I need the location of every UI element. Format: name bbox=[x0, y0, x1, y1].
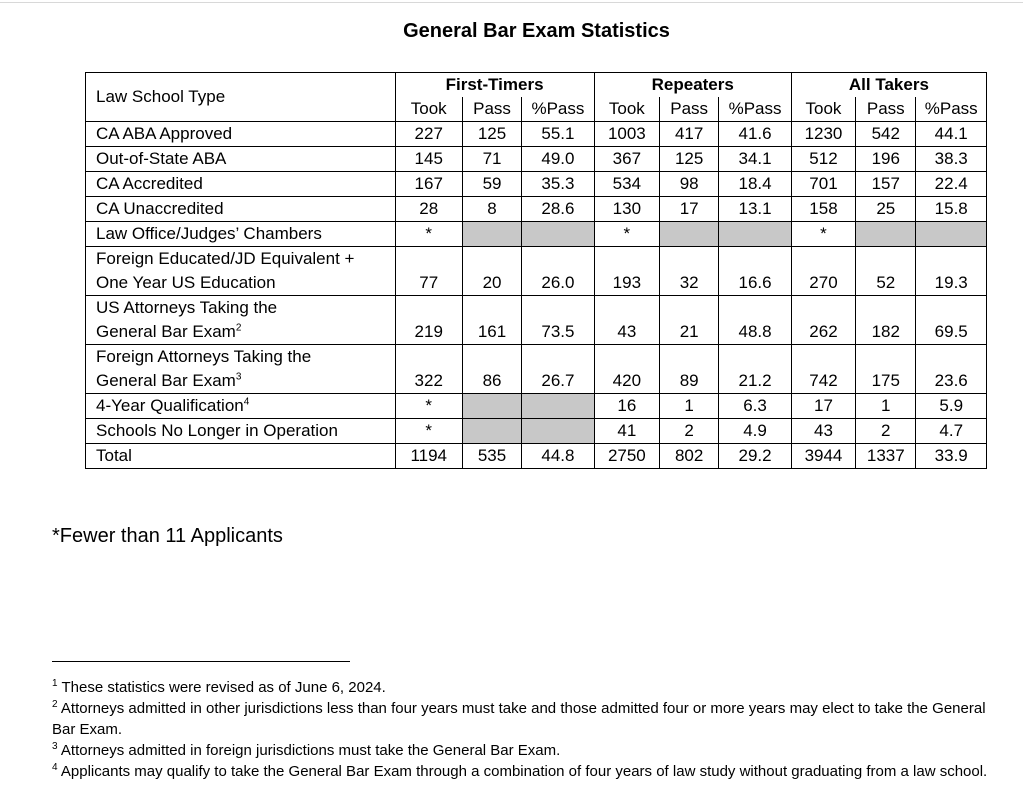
shaded-cell bbox=[916, 222, 987, 247]
value-cell: 26.0 bbox=[522, 247, 595, 296]
value-cell: 16 bbox=[594, 394, 659, 419]
footnote-ref: 4 bbox=[243, 396, 250, 408]
row-label-line2: General Bar Exam bbox=[96, 322, 236, 341]
row-label bbox=[86, 345, 396, 394]
table-row bbox=[86, 394, 987, 419]
shaded-cell bbox=[522, 394, 595, 419]
value-cell: 29.2 bbox=[719, 444, 792, 469]
table-row bbox=[86, 122, 987, 147]
footnote-number: 2 bbox=[52, 699, 58, 710]
shaded-cell bbox=[856, 222, 916, 247]
row-label-text: CA ABA Approved bbox=[96, 124, 233, 143]
statistics-table bbox=[85, 72, 987, 469]
value-cell: 196 bbox=[856, 147, 916, 172]
value-cell: 6.3 bbox=[719, 394, 792, 419]
value-cell: 535 bbox=[462, 444, 521, 469]
row-label-text: Law Office/Judges’ Chambers bbox=[96, 224, 322, 243]
value-cell: 322 bbox=[395, 345, 462, 394]
footnote bbox=[52, 677, 1007, 698]
shaded-cell bbox=[462, 419, 521, 444]
value-cell: 38.3 bbox=[916, 147, 987, 172]
value-cell: 193 bbox=[594, 247, 659, 296]
subheader: %Pass bbox=[522, 97, 595, 122]
shaded-cell bbox=[719, 222, 792, 247]
value-cell: 175 bbox=[856, 345, 916, 394]
value-cell: 49.0 bbox=[522, 147, 595, 172]
value-cell: 25 bbox=[856, 197, 916, 222]
value-cell: 1337 bbox=[856, 444, 916, 469]
value-cell: 8 bbox=[462, 197, 521, 222]
shaded-cell bbox=[462, 222, 521, 247]
value-cell: 182 bbox=[856, 296, 916, 345]
row-label bbox=[86, 444, 396, 469]
subheader: Pass bbox=[660, 97, 719, 122]
value-cell: 28 bbox=[395, 197, 462, 222]
value-cell: 20 bbox=[462, 247, 521, 296]
value-cell: 3944 bbox=[791, 444, 855, 469]
value-cell: 52 bbox=[856, 247, 916, 296]
value-cell: 512 bbox=[791, 147, 855, 172]
value-cell: 4.7 bbox=[916, 419, 987, 444]
footnote-text: Applicants may qualify to take the General Bar Exam through a combination of four years of law study without graduating from a law school. bbox=[60, 763, 988, 780]
value-cell: 89 bbox=[660, 345, 719, 394]
subheader: Took bbox=[594, 97, 659, 122]
table-body bbox=[86, 122, 987, 469]
footnote-number: 1 bbox=[52, 678, 58, 689]
value-cell: 420 bbox=[594, 345, 659, 394]
value-cell: 2750 bbox=[594, 444, 659, 469]
row-label bbox=[86, 296, 396, 345]
footnote-text: These statistics were revised as of June 6, 2024. bbox=[61, 679, 386, 696]
value-cell: 130 bbox=[594, 197, 659, 222]
row-label-text: CA Accredited bbox=[96, 174, 203, 193]
value-cell: 417 bbox=[660, 122, 719, 147]
value-cell: 367 bbox=[594, 147, 659, 172]
value-cell: 701 bbox=[791, 172, 855, 197]
subheader: %Pass bbox=[916, 97, 987, 122]
suppressed-cell: * bbox=[395, 222, 462, 247]
value-cell: 262 bbox=[791, 296, 855, 345]
value-cell: 16.6 bbox=[719, 247, 792, 296]
row-label bbox=[86, 419, 396, 444]
row-label bbox=[86, 147, 396, 172]
row-label bbox=[86, 172, 396, 197]
group-header: First-Timers bbox=[395, 73, 594, 98]
row-label-text: Total bbox=[96, 446, 132, 465]
value-cell: 802 bbox=[660, 444, 719, 469]
footnote-rule bbox=[52, 661, 350, 662]
subheader: Took bbox=[791, 97, 855, 122]
value-cell: 34.1 bbox=[719, 147, 792, 172]
footnote-ref: 2 bbox=[235, 322, 242, 334]
subheader: Took bbox=[395, 97, 462, 122]
value-cell: 13.1 bbox=[719, 197, 792, 222]
value-cell: 270 bbox=[791, 247, 855, 296]
value-cell: 2 bbox=[856, 419, 916, 444]
value-cell: 219 bbox=[395, 296, 462, 345]
suppressed-cell: * bbox=[594, 222, 659, 247]
value-cell: 1 bbox=[856, 394, 916, 419]
row-label-line1: Foreign Attorneys Taking the bbox=[96, 347, 312, 366]
value-cell: 1 bbox=[660, 394, 719, 419]
row-label-line2: General Bar Exam bbox=[96, 371, 236, 390]
value-cell: 35.3 bbox=[522, 172, 595, 197]
group-header: All Takers bbox=[791, 73, 986, 98]
value-cell: 21.2 bbox=[719, 345, 792, 394]
footnote-ref: 3 bbox=[235, 371, 242, 383]
value-cell: 227 bbox=[395, 122, 462, 147]
footnote bbox=[52, 698, 1007, 740]
value-cell: 43 bbox=[791, 419, 855, 444]
value-cell: 542 bbox=[856, 122, 916, 147]
value-cell: 125 bbox=[462, 122, 521, 147]
subheader: Pass bbox=[462, 97, 521, 122]
table-row bbox=[86, 222, 987, 247]
value-cell: 43 bbox=[594, 296, 659, 345]
value-cell: 18.4 bbox=[719, 172, 792, 197]
value-cell: 19.3 bbox=[916, 247, 987, 296]
table-row bbox=[86, 147, 987, 172]
row-label-text: Out-of-State ABA bbox=[96, 149, 227, 168]
row-header: Law School Type bbox=[86, 73, 396, 122]
value-cell: 33.9 bbox=[916, 444, 987, 469]
suppressed-cell: * bbox=[791, 222, 855, 247]
row-label bbox=[86, 122, 396, 147]
value-cell: 5.9 bbox=[916, 394, 987, 419]
fewer-applicants-note: *Fewer than 11 Applicants bbox=[52, 525, 283, 547]
row-label bbox=[86, 247, 396, 296]
table-row bbox=[86, 197, 987, 222]
value-cell: 742 bbox=[791, 345, 855, 394]
value-cell: 1003 bbox=[594, 122, 659, 147]
value-cell: 158 bbox=[791, 197, 855, 222]
shaded-cell bbox=[522, 222, 595, 247]
value-cell: 17 bbox=[791, 394, 855, 419]
row-label bbox=[86, 394, 396, 419]
value-cell: 125 bbox=[660, 147, 719, 172]
value-cell: 73.5 bbox=[522, 296, 595, 345]
value-cell: 32 bbox=[660, 247, 719, 296]
table-row bbox=[86, 419, 987, 444]
value-cell: 23.6 bbox=[916, 345, 987, 394]
footnote-number: 4 bbox=[52, 762, 58, 773]
value-cell: 98 bbox=[660, 172, 719, 197]
value-cell: 1230 bbox=[791, 122, 855, 147]
value-cell: 22.4 bbox=[916, 172, 987, 197]
row-label-line1: US Attorneys Taking the bbox=[96, 298, 278, 317]
row-label-line1: Foreign Educated/JD Equivalent + bbox=[96, 249, 355, 268]
row-label-text: CA Unaccredited bbox=[96, 199, 224, 218]
row-label-text: Schools No Longer in Operation bbox=[96, 421, 338, 440]
value-cell: 69.5 bbox=[916, 296, 987, 345]
value-cell: 167 bbox=[395, 172, 462, 197]
value-cell: 17 bbox=[660, 197, 719, 222]
footnote-text: Attorneys admitted in foreign jurisdictions must take the General Bar Exam. bbox=[60, 742, 561, 759]
value-cell: 71 bbox=[462, 147, 521, 172]
table-row bbox=[86, 444, 987, 469]
value-cell: 28.6 bbox=[522, 197, 595, 222]
row-label bbox=[86, 197, 396, 222]
table-row bbox=[86, 172, 987, 197]
footnote-number: 3 bbox=[52, 741, 58, 752]
top-rule bbox=[0, 2, 1023, 3]
value-cell: 21 bbox=[660, 296, 719, 345]
value-cell: 15.8 bbox=[916, 197, 987, 222]
value-cell: 48.8 bbox=[719, 296, 792, 345]
page-title: General Bar Exam Statistics bbox=[403, 20, 670, 42]
footnotes bbox=[52, 677, 1007, 782]
group-header: Repeaters bbox=[594, 73, 791, 98]
shaded-cell bbox=[462, 394, 521, 419]
footnote-text: Attorneys admitted in other jurisdictions less than four years must take and those admitted four or more years may elect to take the General Bar Exam. bbox=[52, 700, 986, 738]
suppressed-cell: * bbox=[395, 419, 462, 444]
row-label-text: 4-Year Qualification bbox=[96, 396, 244, 415]
value-cell: 157 bbox=[856, 172, 916, 197]
value-cell: 1194 bbox=[395, 444, 462, 469]
table-row bbox=[86, 345, 987, 394]
shaded-cell bbox=[522, 419, 595, 444]
value-cell: 44.8 bbox=[522, 444, 595, 469]
value-cell: 86 bbox=[462, 345, 521, 394]
subheader: %Pass bbox=[719, 97, 792, 122]
value-cell: 55.1 bbox=[522, 122, 595, 147]
suppressed-cell: * bbox=[395, 394, 462, 419]
value-cell: 44.1 bbox=[916, 122, 987, 147]
value-cell: 534 bbox=[594, 172, 659, 197]
value-cell: 161 bbox=[462, 296, 521, 345]
table-row bbox=[86, 247, 987, 296]
shaded-cell bbox=[660, 222, 719, 247]
footnote bbox=[52, 761, 1007, 782]
value-cell: 41 bbox=[594, 419, 659, 444]
value-cell: 41.6 bbox=[719, 122, 792, 147]
table-row bbox=[86, 296, 987, 345]
subheader: Pass bbox=[856, 97, 916, 122]
value-cell: 145 bbox=[395, 147, 462, 172]
footnote bbox=[52, 740, 1007, 761]
value-cell: 59 bbox=[462, 172, 521, 197]
value-cell: 2 bbox=[660, 419, 719, 444]
value-cell: 4.9 bbox=[719, 419, 792, 444]
value-cell: 77 bbox=[395, 247, 462, 296]
row-label bbox=[86, 222, 396, 247]
value-cell: 26.7 bbox=[522, 345, 595, 394]
row-label-line2: One Year US Education bbox=[96, 273, 276, 292]
